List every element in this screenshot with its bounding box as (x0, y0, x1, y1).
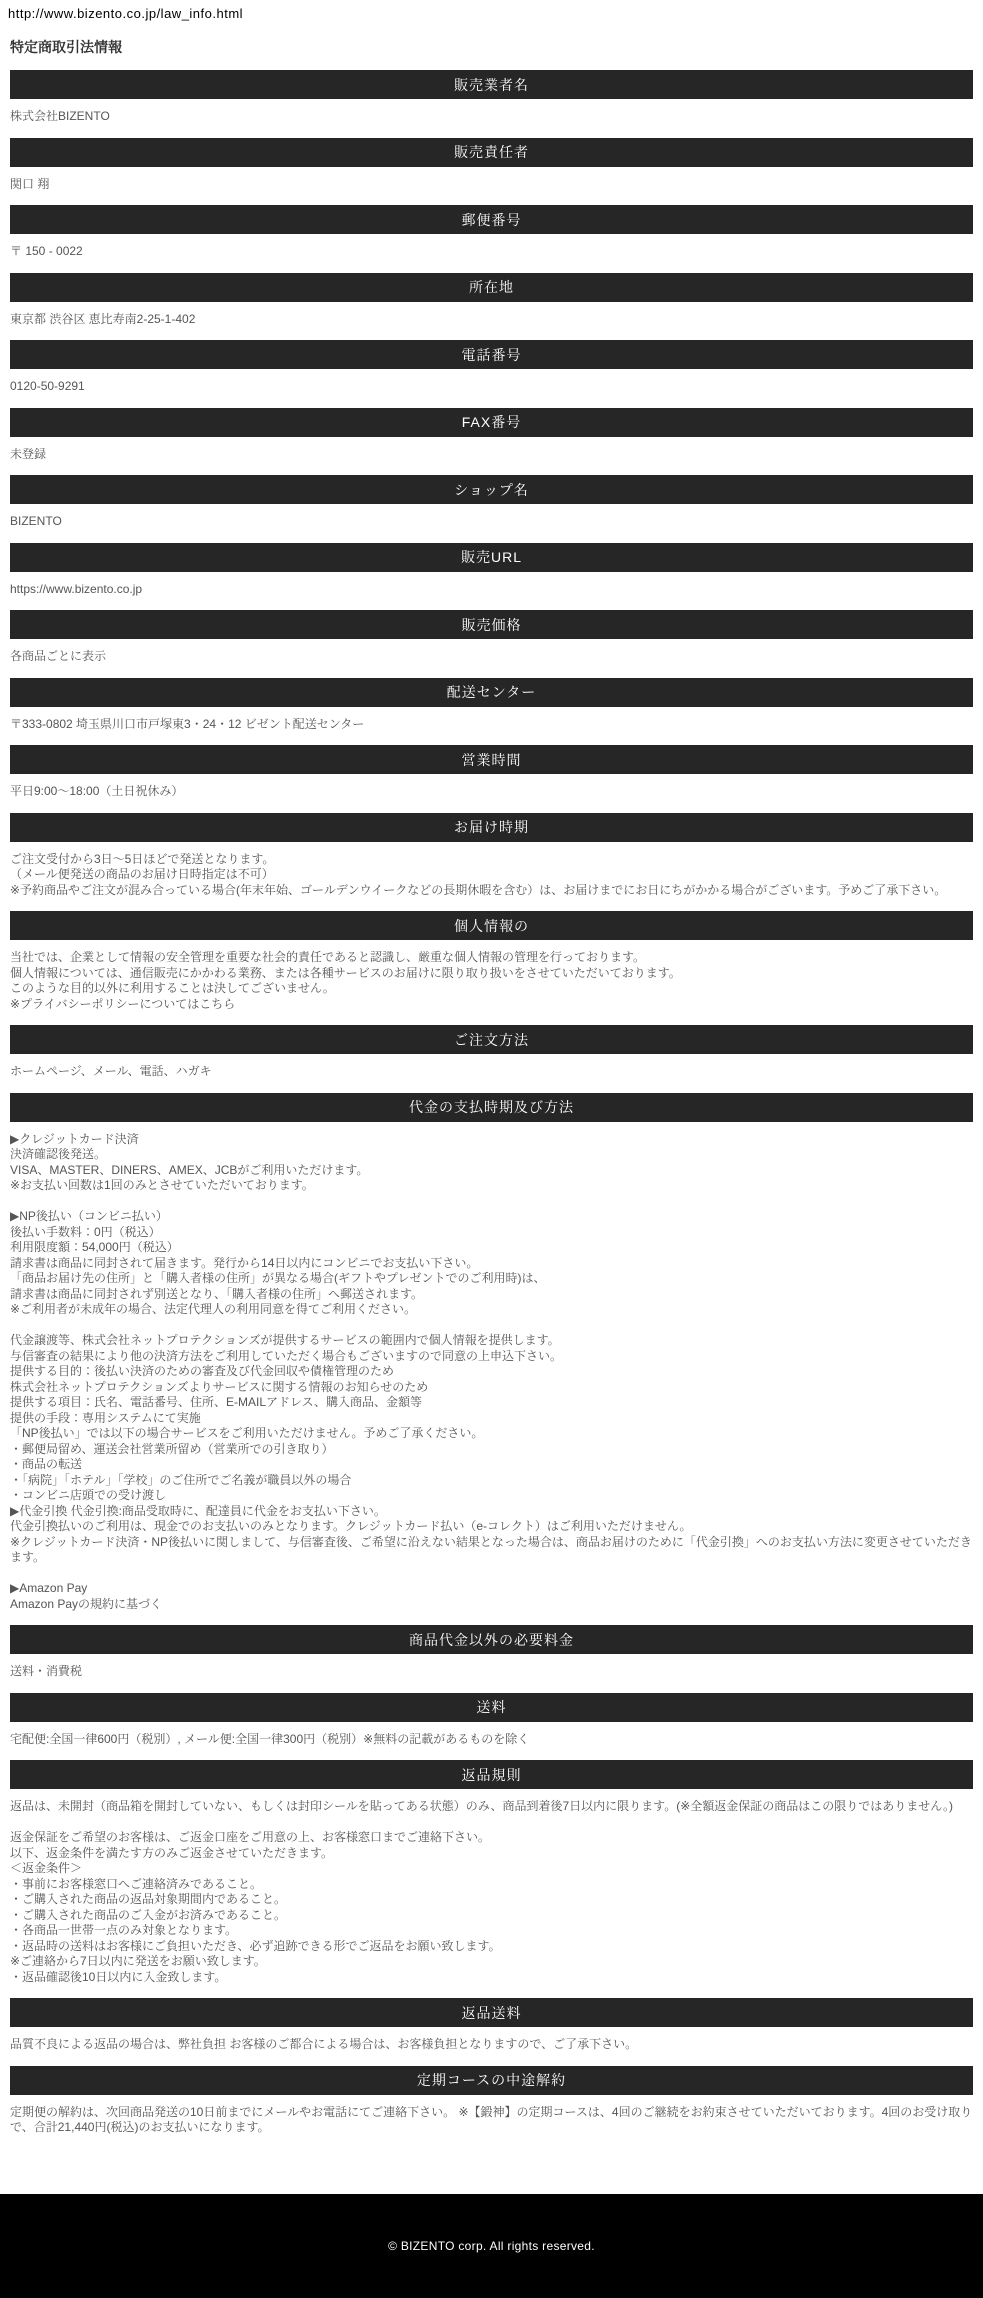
section-body (10, 244, 973, 260)
body-line: 「NP後払い」では以下の場合サービスをご利用いただけません。予めご了承ください。 (10, 1426, 484, 1440)
section-body (10, 447, 973, 463)
body-line (10, 1318, 973, 1334)
section-heading: 販売価格 (10, 610, 973, 639)
body-line: 代金譲渡等、株式会社ネットプロテクションズが提供するサービスの範囲内で個人情報を提供します。 (10, 1333, 560, 1347)
body-line: 〒 150 - 0022 (10, 244, 83, 258)
body-line: ▶Amazon Pay (10, 1581, 88, 1595)
body-line: ・返品時の送料はお客様にご負担いただき、必ず追跡できる形でご返品をお願い致します。 (10, 1938, 501, 1953)
section-body (10, 2105, 973, 2136)
section-body (10, 1064, 973, 1080)
body-line: ・郵便局留め、運送会社営業所留め（営業所での引き取り） (10, 1441, 334, 1456)
body-line (10, 1566, 973, 1582)
body-line: 利用限度額：54,000円（税込） (10, 1240, 179, 1254)
section-body (10, 177, 973, 193)
section-body (10, 2037, 973, 2053)
body-line: https://www.bizento.co.jp (10, 581, 143, 596)
body-line: 請求書は商品に同封されず別送となり、「購入者様の住所」へ郵送されます。 (10, 1286, 424, 1301)
section-body (10, 717, 973, 733)
section-heading: 販売業者名 (10, 70, 973, 99)
body-line: 代金引換払いのご利用は、現金でのお支払いのみとなります。クレジットカード払い（e-コレクト）はご利用いただけません。 (10, 1519, 692, 1533)
body-line: 株式会社BIZENTO (10, 109, 110, 123)
page-url-caption: http://www.bizento.co.jp/law_info.html (8, 6, 244, 21)
copyright-text: © BIZENTO corp. All rights reserved. (388, 2238, 595, 2253)
section-heading: 販売URL (10, 543, 973, 572)
body-line: 東京都 渋谷区 恵比寿南2-25-1-402 (10, 311, 196, 326)
section-heading: ショップ名 (10, 475, 973, 504)
section-heading: 返品送料 (10, 1998, 973, 2027)
section-body (10, 1732, 973, 1748)
section-body (10, 1664, 973, 1680)
body-line: 個人情報については、通信販売にかかわる業務、または各種サービスのお届けに限り取り扱いをさせていただいております。 (10, 965, 681, 980)
body-line: 品質不良による返品の場合は、弊社負担 お客様のご都合による場合は、お客様負担となりますので、ご了承下さい。 (10, 2037, 638, 2051)
body-line: 未登録 (10, 446, 47, 461)
body-line: ・「病院」「ホテル」「学校」のご住所でご名義が職員以外の場合 (10, 1472, 352, 1487)
section-body (10, 109, 973, 125)
body-line: 提供の手段：専用システムにて実施 (10, 1410, 201, 1425)
body-line: ・ご購入された商品のご入金がお済みであること。 (10, 1907, 287, 1922)
section-heading: FAX番号 (10, 408, 973, 437)
body-line: 与信審査の結果により他の決済方法をご利用していただく場合もございますので同意の上申込下さい。 (10, 1348, 563, 1363)
section-heading: 所在地 (10, 273, 973, 302)
section-body (10, 312, 973, 328)
section-body (10, 649, 973, 665)
body-line: ※ご連絡から7日以内に発送をお願い致します。 (10, 1954, 266, 1968)
body-line: VISA、MASTER、DINERS、AMEX、JCBがご利用いただけます。 (10, 1162, 369, 1177)
section-heading: お届け時期 (10, 813, 973, 842)
page-title: 特定商取引法情報 (10, 39, 122, 55)
section-body (10, 379, 973, 395)
body-line: ご注文受付から3日～5日ほどで発送となります。 (10, 851, 275, 866)
body-line: 返金保証をご希望のお客様は、ご返金口座をご用意の上、お客様窓口までご連絡下さい。 (10, 1830, 491, 1844)
section-heading: 代金の支払時期及び方法 (10, 1093, 973, 1122)
body-line: ▶NP後払い（コンビニ払い） (10, 1209, 168, 1223)
section-heading: 定期コースの中途解約 (10, 2066, 973, 2095)
body-line: 関口 翔 (10, 176, 50, 191)
body-line (10, 1815, 973, 1831)
body-line: 当社では、企業として情報の安全管理を重要な社会的責任であると認識し、厳重な個人情報の管理を行っております。 (10, 950, 646, 964)
section-body (10, 950, 973, 1012)
body-line: BIZENTO (10, 514, 62, 528)
body-line: 0120-50-9291 (10, 379, 85, 393)
body-line: 提供する目的：後払い決済のための審査及び代金回収や債権管理のため (10, 1364, 395, 1378)
body-line: ※クレジットカード決済・NP後払いに関しまして、与信審査後、ご希望に沿えない結果となった場合は、商品お届けのために「代金引換」へのお支払い方法に変更させていただきます。 (10, 1534, 972, 1564)
body-line: ・ご購入された商品の返品対象期間内であること。 (10, 1892, 287, 1906)
section-heading: 返品規則 (10, 1760, 973, 1789)
body-line (10, 1194, 973, 1210)
body-line: ※ご利用者が未成年の場合、法定代理人の利用同意を得てご利用ください。 (10, 1302, 417, 1316)
section-heading: 商品代金以外の必要料金 (10, 1625, 973, 1654)
body-line: ＜返金条件＞ (10, 1861, 83, 1875)
section-heading: 送料 (10, 1693, 973, 1722)
body-line: ・事前にお客様窓口へご連絡済みであること。 (10, 1876, 263, 1891)
body-line: 〒333-0802 埼玉県川口市戸塚東3・24・12 ビゼント配送センター (10, 716, 365, 731)
law-info-sections (0, 70, 983, 2136)
body-line: 決済確認後発送。 (10, 1147, 107, 1161)
body-line: 各商品ごとに表示 (10, 649, 107, 663)
section-heading: 個人情報の (10, 911, 973, 940)
body-line: ▶代金引換 代金引換:商品受取時に、配達員に代金をお支払い下さい。 (10, 1503, 386, 1518)
body-line: （メール便発送の商品のお届け日時指定は不可） (10, 867, 274, 881)
section-heading: 電話番号 (10, 340, 973, 369)
body-line: 以下、返金条件を満たす方のみご返金させていただきます。 (10, 1845, 334, 1860)
body-line: このような目的以外に利用することは決してございません。 (10, 981, 335, 995)
body-line: ・商品の転送 (10, 1457, 83, 1471)
section-body (10, 1799, 973, 1985)
body-line: ※お支払い回数は1回のみとさせていただいております。 (10, 1178, 314, 1192)
body-line: 宅配便:全国一律600円（税別）, メール便:全国一律300円（税別）※無料の記載があるものを除く (10, 1731, 530, 1746)
body-line: ※プライバシーポリシーについてはこちら (10, 996, 236, 1011)
body-line: 返品は、未開封（商品箱を開封していない、もしくは封印シールを貼ってある状態）のみ、商品到着後7日以内に限ります。(※全額返金保証の商品はこの限りではありません。) (10, 1799, 953, 1813)
section-body (10, 1132, 973, 1613)
body-line: ・返品確認後10日以内に入金致します。 (10, 1969, 227, 1984)
body-line: Amazon Payの規約に基づく (10, 1596, 163, 1611)
section-heading: 販売責任者 (10, 138, 973, 167)
section-body (10, 582, 973, 598)
body-line: 株式会社ネットプロテクションズよりサービスに関する情報のお知らせのため (10, 1379, 429, 1394)
section-body (10, 852, 973, 899)
body-line: ※予約商品やご注文が混み合っている場合(年末年始、ゴールデンウイークなどの長期休暇を含む）は、お届けまでにお日にちがかかる場合がございます。予めご了承下さい。 (10, 882, 947, 897)
section-heading: ご注文方法 (10, 1025, 973, 1054)
body-line: 請求書は商品に同封されて届きます。発行から14日以内にコンビニでお支払い下さい。 (10, 1255, 479, 1270)
body-line: 提供する項目：氏名、電話番号、住所、E-MAILアドレス、購入商品、金額等 (10, 1395, 423, 1409)
body-line: ・コンビニ店頭での受け渡し (10, 1488, 167, 1502)
body-line: 「商品お届け先の住所」と「購入者様の住所」が異なる場合(ギフトやプレゼントでのご利用時)は、 (10, 1271, 546, 1285)
body-line: 送料・消費税 (10, 1664, 83, 1678)
body-line: 定期便の解約は、次回商品発送の10日前までにメールやお電話にてご連絡下さい。 ※【鍛神】の定期コースは、4回のご継続をお約束させていただいております。4回のお受け取りで、合計21,440円(税込)のお支払いになります。 (10, 2104, 973, 2134)
footer (0, 2194, 983, 2298)
section-heading: 営業時間 (10, 745, 973, 774)
section-body (10, 514, 973, 530)
section-heading: 郵便番号 (10, 205, 973, 234)
body-line: ・各商品一世帯一点のみ対象となります。 (10, 1923, 238, 1937)
body-line: 後払い手数料：0円（税込） (10, 1224, 161, 1239)
body-line: 平日9:00～18:00（土日祝休み） (10, 784, 184, 798)
body-line: ▶クレジットカード決済 (10, 1131, 139, 1146)
body-line: ホームページ、メール、電話、ハガキ (10, 1064, 212, 1078)
section-body (10, 784, 973, 800)
section-heading: 配送センター (10, 678, 973, 707)
